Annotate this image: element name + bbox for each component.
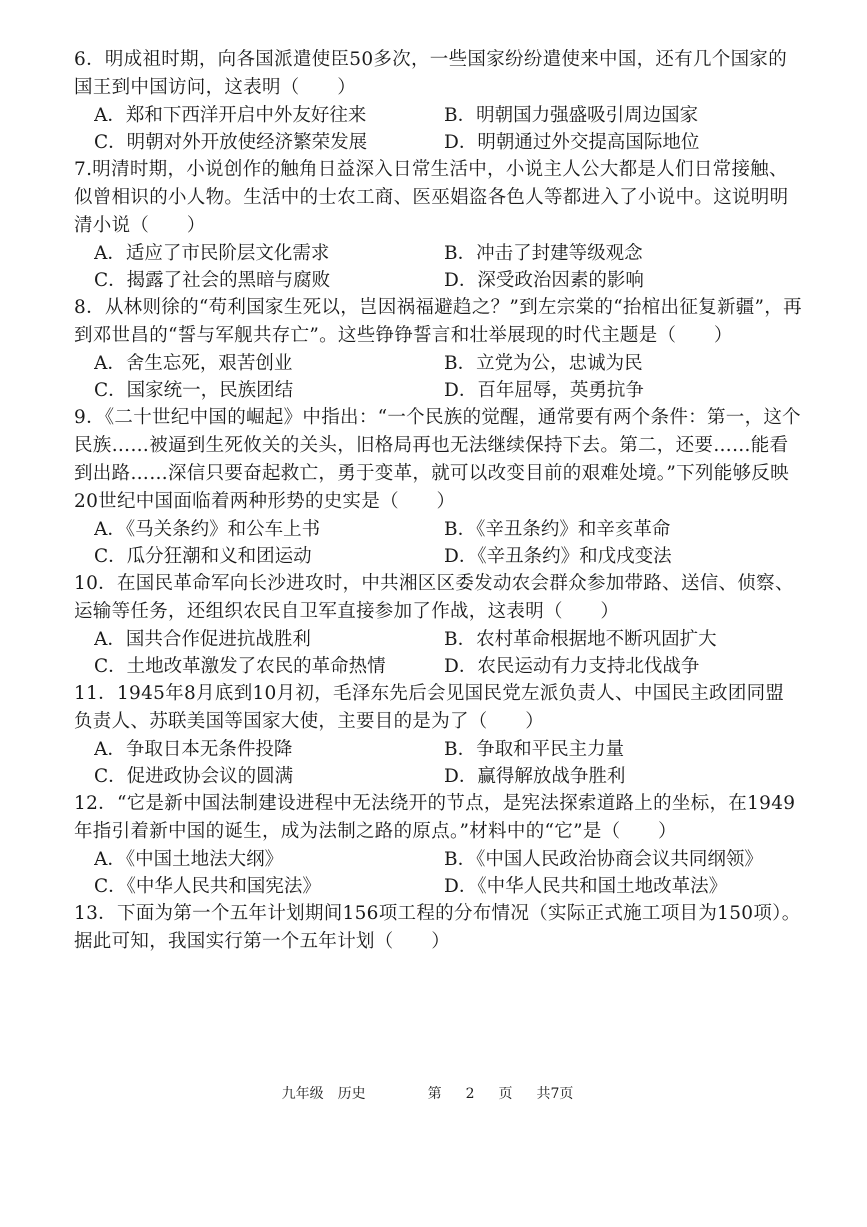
question-9 (74, 404, 803, 570)
option-list (74, 350, 803, 404)
option-d: D．农民运动有力支持北伐战争 (444, 656, 700, 677)
option-c: C．《中华人民共和国宪法》 (94, 876, 321, 897)
question-stem: 13．下面为第一个五年计划期间156项工程的分布情况（实际正式施工项目为150项）。据此可知，我国实行第一个五年计划（ ） (74, 903, 801, 952)
option-d: D．明朝通过外交提高国际地位 (444, 132, 700, 153)
option-b: B．立党为公，忠诚为民 (444, 353, 643, 374)
total-pages: 共7页 (536, 1086, 574, 1102)
option-d: D．百年屈辱，英勇抗争 (444, 380, 644, 401)
question-13 (74, 900, 803, 956)
question-list (74, 46, 803, 956)
option-a: A．争取日本无条件投降 (94, 739, 293, 760)
page-prefix: 第 (427, 1086, 442, 1102)
option-b: B．《中国人民政治协商会议共同纲领》 (444, 849, 763, 870)
question-8 (74, 294, 803, 404)
option-c: C．国家统一，民族团结 (94, 380, 294, 401)
option-c: C．明朝对外开放使经济繁荣发展 (94, 132, 368, 153)
page-footer (0, 1083, 867, 1103)
option-b: B．冲击了封建等级观念 (444, 243, 643, 264)
question-10 (74, 570, 803, 680)
option-d: D．深受政治因素的影响 (444, 270, 644, 291)
option-a: A．舍生忘死，艰苦创业 (94, 353, 293, 374)
option-d: D．《中华人民共和国土地改革法》 (444, 876, 728, 897)
page-suffix: 页 (498, 1086, 513, 1102)
option-list (74, 736, 803, 790)
option-b: B．明朝国力强盛吸引周边国家 (444, 105, 699, 126)
option-b: B．争取和平民主力量 (444, 739, 625, 760)
option-c: C．瓜分狂潮和义和团运动 (94, 546, 312, 567)
option-list (74, 516, 803, 570)
option-list (74, 240, 803, 294)
option-b: B．农村革命根据地不断巩固扩大 (444, 629, 717, 650)
option-c: C．促进政协会议的圆满 (94, 766, 294, 787)
option-a: A．《中国土地法大纲》 (94, 849, 284, 870)
question-stem: 8．从林则徐的“苟利国家生死以，岂因祸福避趋之？”到左宗棠的“抬棺出征复新疆”，再到邓世昌的“誓与军舰共存亡”。这些铮铮誓言和壮举展现的时代主题是（ ） (74, 297, 802, 346)
question-stem: 11．1945年8月底到10月初，毛泽东先后会见国民党左派负责人、中国民主政团同盟负责人、苏联美国等国家大使，主要目的是为了（ ） (74, 683, 785, 732)
option-d: D．《辛丑条约》和戊戌变法 (444, 546, 672, 567)
question-stem: 6．明成祖时期，向各国派遣使臣50多次，一些国家纷纷遣使来中国，还有几个国家的国王到中国访问，这表明（ ） (74, 49, 788, 98)
question-11 (74, 680, 803, 790)
question-7 (74, 156, 803, 294)
question-stem: 7.明清时期，小说创作的触角日益深入日常生活中，小说主人公大都是人们日常接触、似曾相识的小人物。生活中的士农工商、医巫娼盗各色人等都进入了小说中。这说明明清小说（ ） (74, 159, 789, 236)
question-12 (74, 790, 803, 900)
option-c: C．揭露了社会的黑暗与腐败 (94, 270, 331, 291)
option-b: B．《辛丑条约》和辛亥革命 (444, 519, 671, 540)
question-stem: 12．“它是新中国法制建设进程中无法绕开的节点，是宪法探索道路上的坐标，在1949年指引着新中国的诞生，成为法制之路的原点。”材料中的“它”是（ ） (74, 793, 796, 842)
page-indicator (416, 1083, 586, 1103)
option-list (74, 626, 803, 680)
option-list (74, 102, 803, 156)
question-6 (74, 46, 803, 156)
question-stem: 9．《二十世纪中国的崛起》中指出：“一个民族的觉醒，通常要有两个条件：第一，这个民族……被逼到生死攸关的关头，旧格局再也无法继续保持下去。第二，还要……能看到出路……深信只要奋起救亡，勇于变革，就可以改变目前的艰难处境。”下列能够反映20世纪中国面临着两种形势的史实是（ ） (74, 407, 801, 512)
option-a: A．《马关条约》和公车上书 (94, 519, 321, 540)
option-d: D．赢得解放战争胜利 (444, 766, 626, 787)
option-a: A．国共合作促进抗战胜利 (94, 629, 311, 650)
page-number: 2 (465, 1086, 475, 1102)
grade-subject-label: 九年级 历史 (281, 1086, 366, 1102)
option-a: A．适应了市民阶层文化需求 (94, 243, 330, 264)
question-stem: 10．在国民革命军向长沙进攻时，中共湘区区委发动农会群众参加带路、送信、侦察、运输等任务，还组织农民自卫军直接参加了作战，这表明（ ） (74, 573, 794, 622)
option-a: A．郑和下西洋开启中外友好往来 (94, 105, 367, 126)
option-list (74, 846, 803, 900)
option-c: C．土地改革激发了农民的革命热情 (94, 656, 386, 677)
